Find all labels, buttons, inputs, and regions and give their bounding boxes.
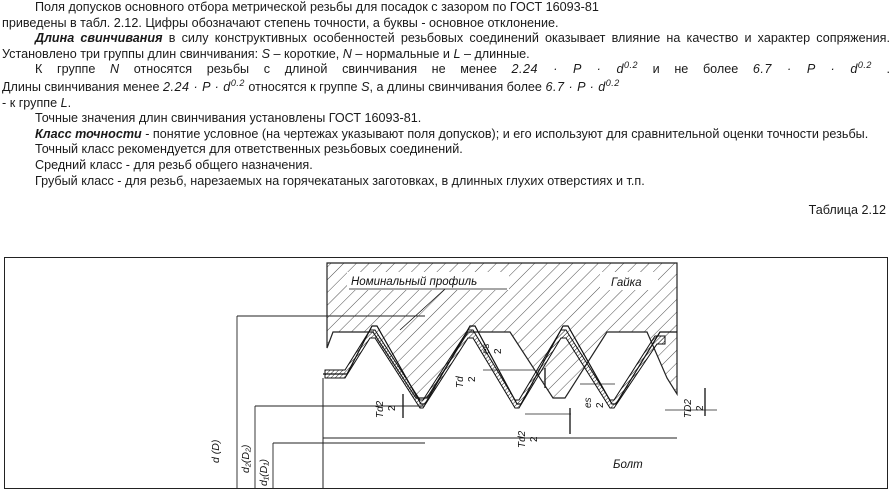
- label-td2-left-fraction: 2: [387, 405, 398, 411]
- paragraph-text: относятся к группе: [248, 79, 362, 94]
- paragraph-text: К группе: [35, 62, 111, 77]
- label-diameter-d: d (D): [210, 439, 222, 463]
- formula-exponent: 0.2: [230, 77, 245, 88]
- paragraph-makeup-length: [2, 31, 890, 62]
- paragraph-text: и не более: [638, 62, 753, 77]
- paragraph-text: , а длины свинчивания более: [369, 79, 546, 94]
- table-caption: Таблица 2.12: [808, 203, 886, 218]
- label-td2: Td2: [517, 430, 528, 448]
- paragraph-exact-values: Точные значения длин свинчивания установлены ГОСТ 16093-81.: [35, 111, 422, 126]
- tolerance-band: [325, 330, 665, 408]
- label-es-bottom-fraction: 2: [595, 402, 606, 408]
- label-es-top: es: [481, 343, 492, 354]
- label-td2-left: Td2: [375, 400, 386, 418]
- paragraph-text: .: [871, 62, 890, 77]
- label-bolt: Болт: [613, 459, 643, 471]
- paragraph-text: - к группе: [2, 95, 61, 110]
- paragraph-medium-class: Средний класс - для резьб общего назначения.: [35, 157, 313, 172]
- paragraph-line: приведены в табл. 2.12. Цифры обозначают степень точности, а буквы - основное отклонение.: [2, 15, 559, 30]
- formula-exponent: 0.2: [857, 60, 872, 71]
- label-diameter-d2: d₂(D₂): [240, 444, 252, 473]
- group-symbol: L: [453, 46, 461, 61]
- paragraph-group-s: [2, 77, 890, 111]
- formula-base: 6.7 · P · d: [545, 79, 606, 94]
- paragraph-text: Длины свинчивания менее: [2, 79, 163, 94]
- thread-tolerance-figure: [4, 257, 888, 489]
- paragraph-group-n: [2, 62, 890, 78]
- formula-base: 2.24 · P · d: [162, 79, 231, 94]
- group-symbol: L: [60, 95, 68, 110]
- formula-exponent: 0.2: [623, 60, 638, 71]
- formula-base: 6.7 · P · d: [752, 62, 858, 77]
- paragraph-fine-class: Точный класс рекомендуется для ответственных резьбовых соединений.: [35, 142, 463, 157]
- paragraph-text: относятся резьбы с длиной свинчивания не менее: [119, 62, 512, 77]
- formula-base: 2.24 · P · d: [511, 62, 624, 77]
- paragraph-accuracy-class: [2, 127, 890, 143]
- label-td2-fraction: 2: [529, 436, 540, 442]
- article-text: [2, 0, 890, 219]
- paragraph-tolerance-fields: [2, 0, 890, 31]
- paragraph-line: Поля допусков основного отбора метрической резьбы для посадок с зазором по ГОСТ 16093-81: [35, 0, 599, 14]
- thread-profile-drawing: [5, 258, 888, 489]
- label-nominal-profile: Номинальный профиль: [351, 276, 478, 288]
- group-symbol: S: [261, 46, 271, 61]
- formula: [162, 77, 245, 94]
- paragraph-text: .: [67, 95, 72, 110]
- label-td: Td: [455, 376, 466, 388]
- term-accuracy-class: Класс точности: [35, 126, 142, 141]
- group-symbol: N: [342, 46, 352, 61]
- label-td-fraction: 2: [467, 376, 478, 382]
- paragraph-text: – длинные.: [460, 46, 530, 61]
- label-es-bottom: es: [583, 397, 594, 408]
- paragraph-text: – нормальные и: [351, 46, 454, 61]
- paragraph-text: - понятие условное (на чертежах указывают поля допусков); и его используют для сравнительной оценки точности резьбы.: [141, 126, 869, 141]
- formula: [512, 62, 638, 76]
- label-tD2-fraction: 2: [695, 405, 706, 411]
- label-nut: Гайка: [611, 277, 642, 289]
- formula: [753, 62, 872, 76]
- label-tD2: TD2: [683, 399, 694, 418]
- label-diameter-d1: d₁(D₁): [258, 458, 270, 486]
- label-es-top-fraction: 2: [493, 348, 504, 354]
- paragraph-text: – короткие,: [270, 46, 343, 61]
- paragraph-text: в силу конструктивных особенностей резьбовых соединений оказывает влияние на качество и характер сопряжения. Установлено три группы длин свинчивания:: [2, 31, 890, 61]
- formula: [545, 77, 620, 94]
- paragraph-coarse-class: Грубый класс - для резьб, нарезаемых на горячекатаных заготовках, в длинных глухих отверстиях и т.п.: [35, 173, 645, 188]
- formula-exponent: 0.2: [605, 77, 620, 88]
- group-symbol: S: [361, 79, 370, 94]
- term-makeup-length: Длина свинчивания: [35, 31, 163, 46]
- group-symbol: N: [110, 62, 120, 77]
